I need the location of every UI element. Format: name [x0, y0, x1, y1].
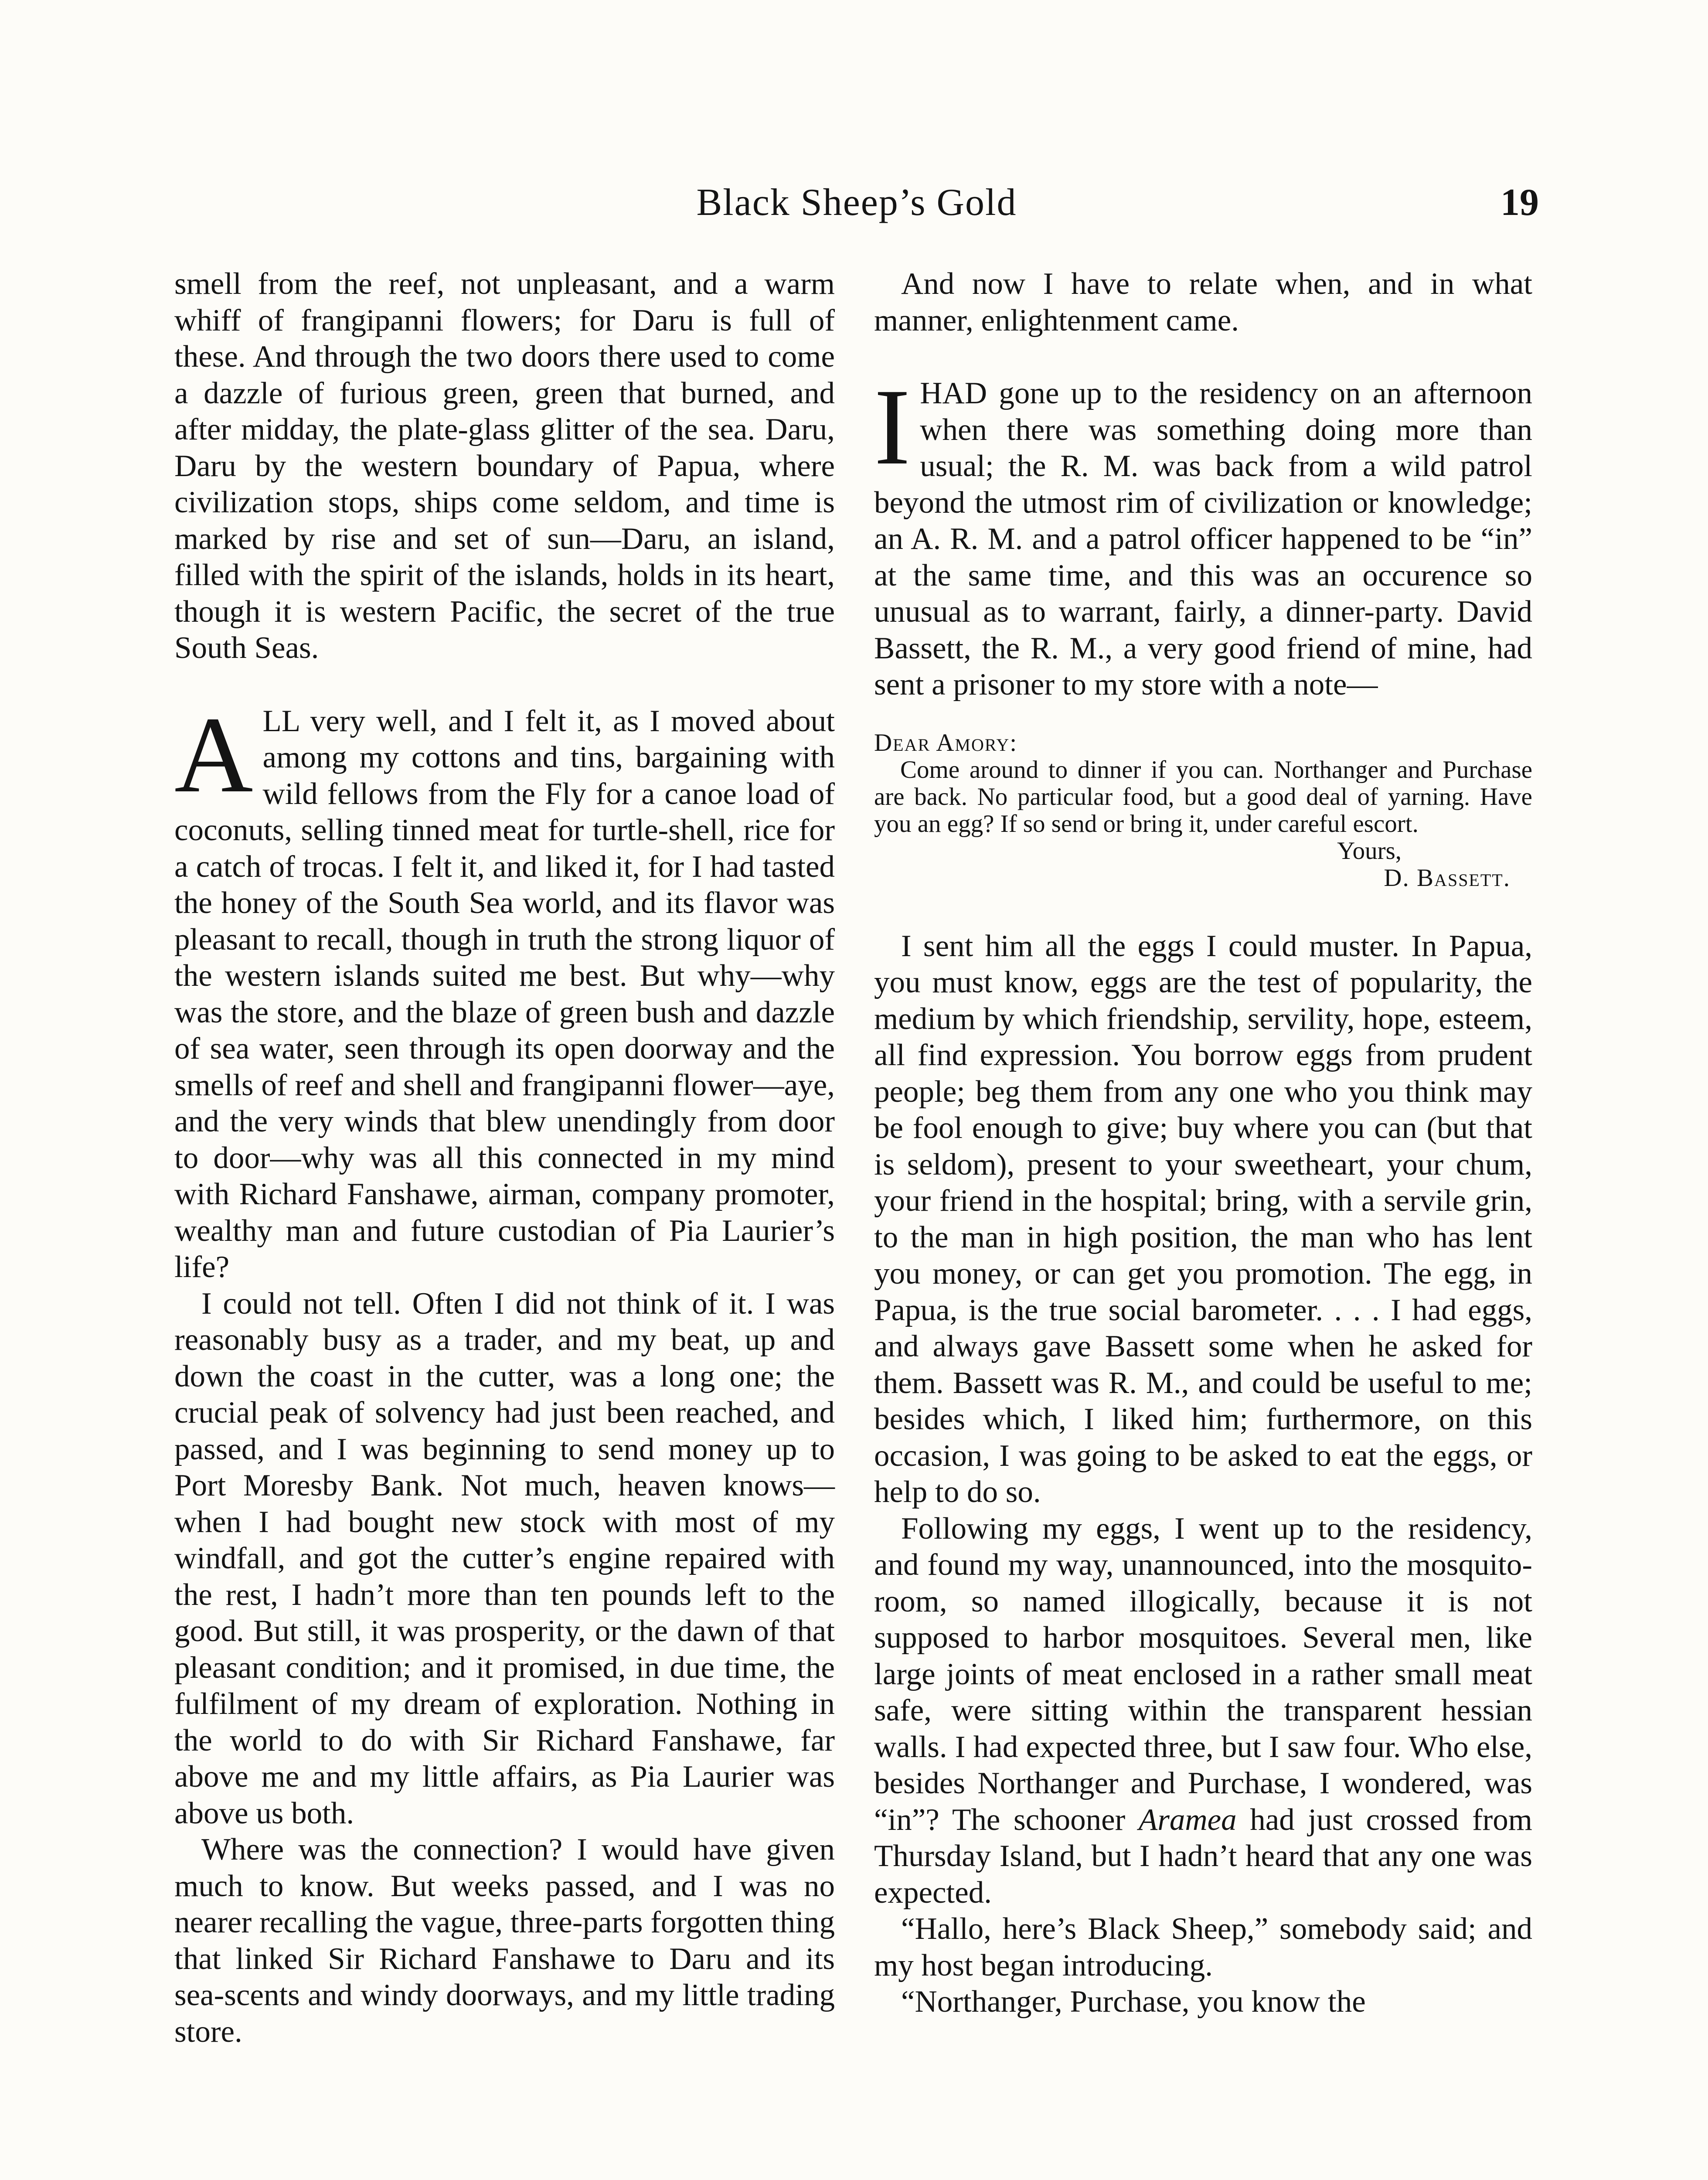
letter-body: Come around to dinner if you can. Northanger and Purchase are back. No particular food, but a good deal of yarning. Have you an egg? If so send or bring it, under careful escort.: [874, 756, 1532, 838]
paragraph-drop-cap: [174, 694, 835, 1286]
page-number: 19: [1500, 181, 1539, 224]
paragraph: “Hallo, here’s Black Sheep,” somebody said; and my host began introducing.: [874, 1912, 1532, 1982]
paragraph-text: HAD gone up to the residency on an afternoon when there was something doing more than usual; the R. M. was back from a wild patrol beyond the utmost rim of civilization or knowledge; an A. R. M. and a patrol officer happened to be “in” at the same time, and this was an occurence so unusual as to warrant, fairly, a dinner-party. David Bassett, the R. M., a very good friend of mine, had sent a prisoner to my store with a note—: [874, 376, 1532, 702]
paragraph: I could not tell. Often I did not think of it. I was reasonably busy as a trader, and my beat, up and down the coast in the cutter, was a long one; the crucial peak of solvency had just been reached, and passed, and I was beginning to send money up to Port Moresby Bank. Not much, heaven knows—when I had bought new stock with most of my windfall, and got the cutter’s engine repaired with the rest, I hadn’t more than ten pounds left to the good. But still, it was prosperity, or the dawn of that pleasant condition; and it promised, in due time, the fulfilment of my dream of exploration. Nothing in the world to do with Sir Richard Fanshawe, far above me and my little affairs, as Pia Laurier was above us both.: [174, 1286, 835, 1830]
right-column: [874, 266, 1532, 2020]
quoted-letter: [874, 729, 1532, 892]
paragraph-text: LL very well, and I felt it, as I moved about among my cottons and tins, bargaining with wild fellows from the Fly for a canoe load of coconuts, selling tinned meat for turtle-shell, rice for a catch of trocas. I felt it, and liked it, for I had tasted the honey of the South Sea world, and its flavor was pleasant to recall, though in truth the strong liquor of the western islands suited me best. But why—why was the store, and the blaze of green bush and dazzle of sea water, seen through its open doorway and the smells of reef and shell and frangipanni flower—aye, and the very winds that blew unendingly from door to door—why was all this connected in my mind with Richard Fanshawe, airman, company promoter, wealthy man and future custodian of Pia Laurier’s life?: [174, 704, 835, 1284]
page-header: [174, 172, 1539, 233]
running-title: Black Sheep’s Gold: [696, 181, 1017, 224]
paragraph-text: had just crossed from Thursday Island, but I hadn’t heard that any one was expected.: [874, 1802, 1533, 1910]
paragraph: [874, 1511, 1532, 1911]
paragraph: “Northanger, Purchase, you know the: [901, 1985, 1366, 2019]
paragraph: smell from the reef, not unpleasant, and a warm whiff of frangipanni flowers; for Daru is full of these. And through the two doors there used to come a dazzle of furious green, green that burned, and after midday, the plate-glass glitter of the sea. Daru, Daru by the western boundary of Papua, where civilization stops, ships come seldom, and time is marked by rise and set of sun—Daru, an island, filled with the spirit of the islands, holds in its heart, though it is western Pacific, the secret of the true South Seas.: [174, 267, 835, 665]
paragraph-text: Following my eggs, I went up to the residency, and found my way, unannounced, into the mosquito-room, so named illogically, because it is not supposed to harbor mosquitoes. Several men, like large joints of meat enclosed in a rather small meat safe, were sitting within the transparent hessian walls. I had expected three, but I saw four. Who else, besides Northanger and Purchase, I wondered, was “in”? The schooner: [874, 1511, 1532, 1837]
drop-cap: I: [874, 367, 911, 487]
letter-signature: D. Bassett.: [1384, 864, 1511, 892]
left-column: [174, 266, 835, 2050]
paragraph: And now I have to relate when, and in what manner, enlightenment came.: [874, 267, 1532, 337]
ship-name: Aramea: [1138, 1802, 1237, 1837]
paragraph: I sent him all the eggs I could muster. In Papua, you must know, eggs are the test of popularity, the medium by which friendship, servility, hope, esteem, all find expression. You borrow eggs from prudent people; beg them from any one who you think may be fool enough to give; buy where you can (but that is seldom), present to your sweetheart, your chum, your friend in the hospital; bring, with a servile grin, to the man in high position, the man who has lent you money, or can get you promotion. The egg, in Papua, is the true social barometer. . . . I had eggs, and always gave Bassett some when he asked for them. Bassett was R. M., and could be useful to me; besides which, I liked him; furthermore, on this occasion, I was going to be asked to eat the eggs, or help to do so.: [874, 929, 1532, 1509]
letter-closing: Yours,: [1337, 837, 1402, 865]
drop-cap: A: [174, 694, 253, 815]
letter-salutation: Dear Amory:: [874, 729, 1018, 756]
paragraph-drop-cap: [874, 367, 1532, 703]
paragraph: Where was the connection? I would have given much to know. But weeks passed, and I was no nearer recalling the vague, three-parts forgotten thing that linked Sir Richard Fanshawe to Daru and its sea-scents and windy doorways, and my little trading store.: [174, 1833, 835, 2049]
